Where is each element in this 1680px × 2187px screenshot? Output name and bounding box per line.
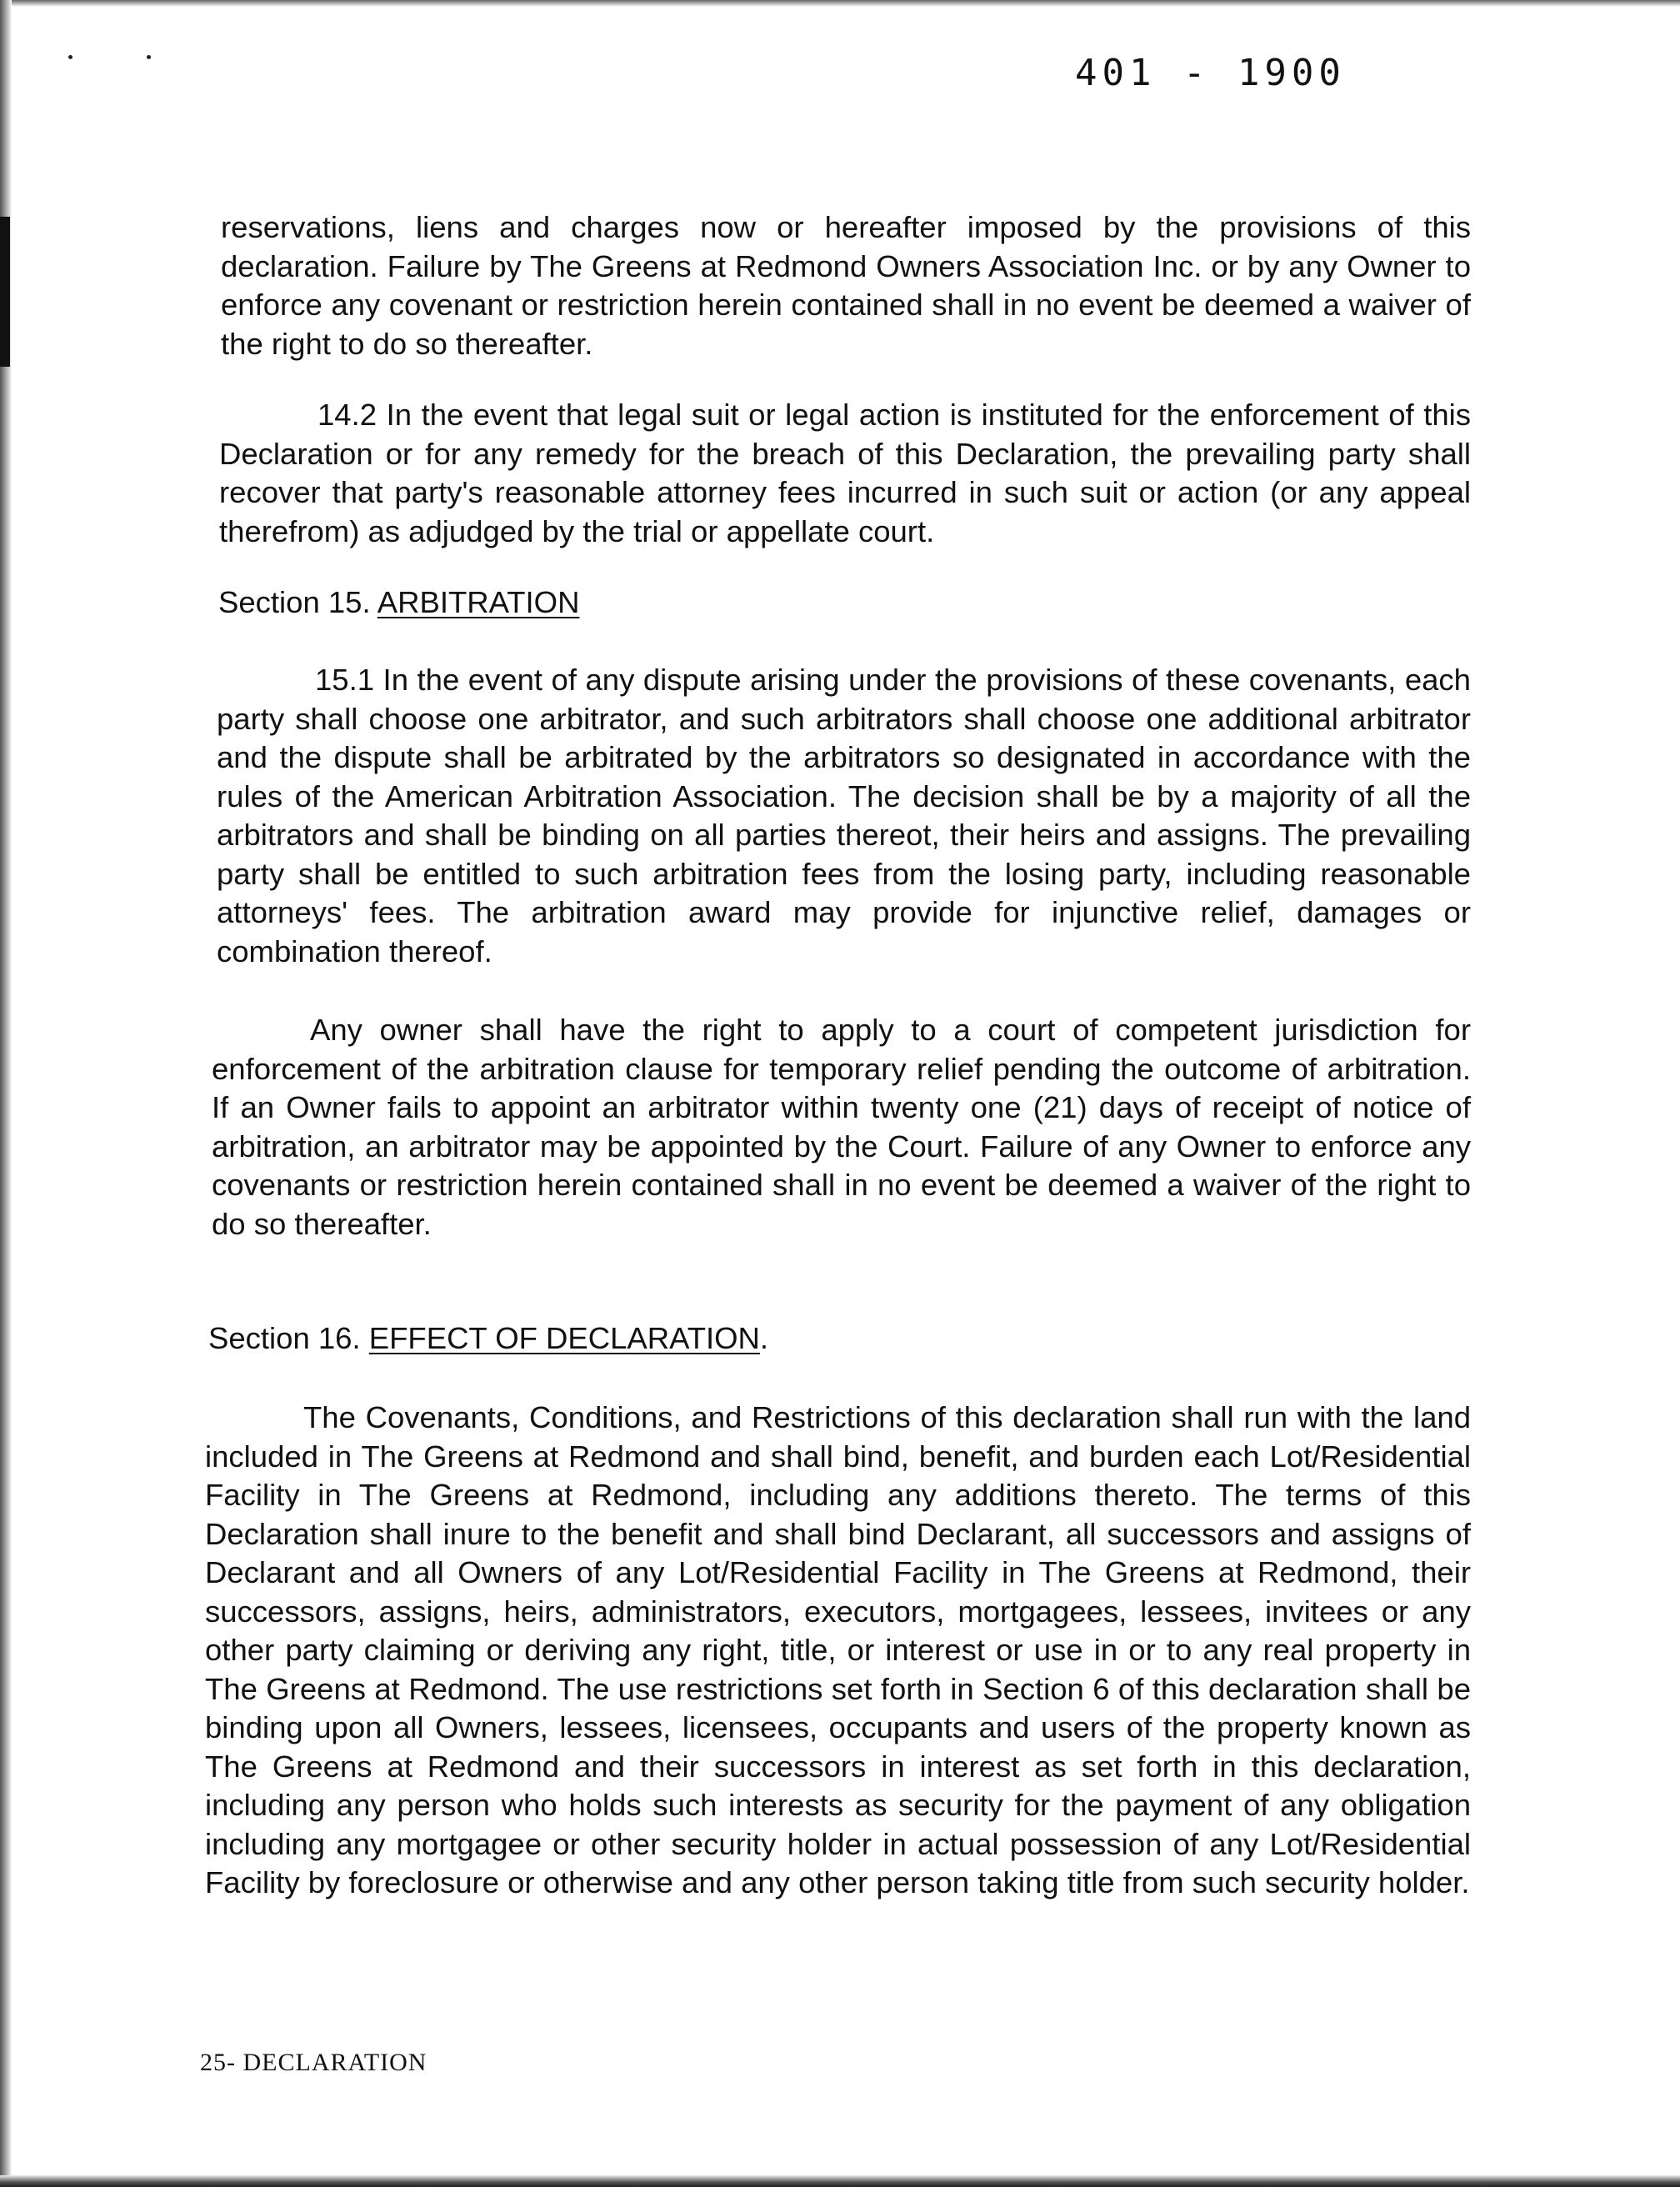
scan-left-bar [0, 217, 10, 367]
paragraph-owner-rights: Any owner shall have the right to apply to a court of competent jurisdiction for enforcement of the arbitration clause for temporary relief pending the outcome of arbitration. If an Owner fails to appoint an arbitrator within twenty one (21) days of receipt of notice of arbitration, an arbitrator may be appointed by the Court. Failure of any Owner to enforce any covenants or restriction herein contained shall in no event be deemed a waiver of the right to do so thereafter. [212, 1013, 1471, 1241]
page-number: 401 - 1900 [1075, 52, 1346, 94]
scan-edge-bottom [0, 2175, 1680, 2187]
section-15-heading [218, 583, 1218, 623]
scan-speck [68, 55, 72, 59]
section-15-title: ARBITRATION [377, 585, 580, 619]
paragraph-14-2: 14.2 In the event that legal suit or legal action is instituted for the enforcement of this Declaration or for any remedy for the breach of this Declaration, the prevailing party shall recover that party's reasonable attorney fees incurred in such suit or action (or any appeal therefrom) as adjudged by the trial or appellate court. [219, 398, 1471, 548]
section-16-suffix: . [759, 1321, 769, 1355]
page-footer: 25- DECLARATION [200, 2049, 428, 2076]
scan-edge-top [0, 0, 1680, 7]
scan-speck [147, 55, 151, 59]
section-16-heading [208, 1319, 1208, 1359]
paragraph-effect: The Covenants, Conditions, and Restrictions of this declaration shall run with the land included in The Greens at Redmond and shall bind, benefit, and burden each Lot/Residential Facility in The Greens at Redmond, including any additions thereto. The terms of this Declaration shall inure to the benefit and shall bind Declarant, all successors and assigns of Declarant and all Owners of any Lot/Residential Facility in The Greens at Redmond, their successors, assigns, heirs, administrators, executors, mortgagees, lessees, invitees or any other party claiming or deriving any right, title, or interest or use in or to any real property in The Greens at Redmond. The use restrictions set forth in Section 6 of this declaration shall be binding upon all Owners, lessees, licensees, occupants and users of the property known as The Greens at Redmond and their successors in interest as set forth in this declaration, including any person who holds such interests as security for the payment of any obligation including any mortgagee or other security holder in actual possession of any Lot/Residential Facility by foreclosure or otherwise and any other person taking title from such security holder. [205, 1400, 1471, 1899]
section-16-prefix: Section 16. [208, 1321, 361, 1355]
paragraph-continuation: reservations, liens and charges now or hereafter imposed by the provisions of this declaration. Failure by The Greens at Redmond Owners Association Inc. or by any Owner to enforce any covenant or restriction herein contained shall in no event be deemed a waiver of the right to do so thereafter. [221, 210, 1471, 361]
paragraph-15-1: 15.1 In the event of any dispute arising under the provisions of these covenants, each party shall choose one arbitrator, and such arbitrators shall choose one additional arbitrator and the dispute shall be arbitrated by the arbitrators so designated in accordance with the rules of the American Arbitration Association. The decision shall be by a majority of all the arbitrators and shall be binding on all parties thereot, their heirs and assigns. The prevailing party shall be entitled to such arbitration fees from the losing party, including reasonable attorneys' fees. The arbitration award may provide for injunctive relief, damages or combination thereof. [217, 663, 1471, 968]
section-15-prefix: Section 15. [218, 585, 371, 619]
section-16-title: EFFECT OF DECLARATION [368, 1321, 760, 1355]
